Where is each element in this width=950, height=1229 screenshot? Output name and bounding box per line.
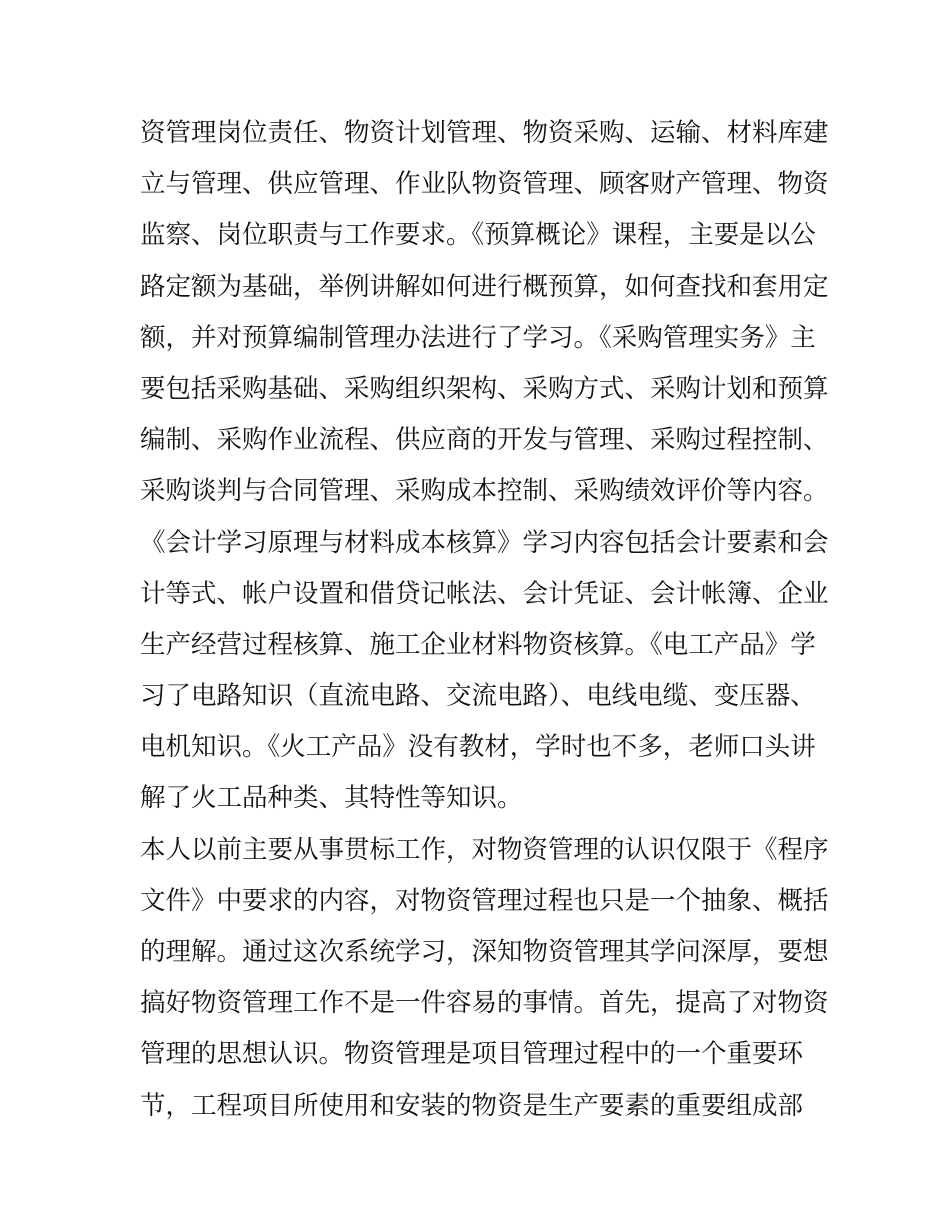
text-line: 资管理岗位责任、物资计划管理、物资采购、运输、材料库建 xyxy=(140,118,829,148)
text-line: 的理解。通过这次系统学习，深知物资管理其学问深厚，要想 xyxy=(140,937,829,967)
text-line: 计等式、帐户设置和借贷记帐法、会计凭证、会计帐簿、企业 xyxy=(140,578,829,609)
text-line: 采购谈判与合同管理、采购成本控制、采购绩效评价等内容。 xyxy=(140,476,829,507)
body-text xyxy=(140,108,829,1132)
text-line: 本人以前主要从事贯标工作，对物资管理的认识仅限于《程序 xyxy=(140,834,829,865)
text-line: 文件》中要求的内容，对物资管理过程也只是一个抽象、概括 xyxy=(140,885,829,916)
text-line: 管理的思想认识。物资管理是项目管理过程中的一个重要环 xyxy=(140,1039,804,1070)
text-line: 编制、采购作业流程、供应商的开发与管理、采购过程控制、 xyxy=(140,425,829,456)
text-line: 额，并对预算编制管理办法进行了学习。《采购管理实务》主 xyxy=(140,322,816,353)
text-line: 《会计学习原理与材料成本核算》学习内容包括会计要素和会 xyxy=(140,527,829,558)
text-line: 立与管理、供应管理、作业队物资管理、顾客财产管理、物资 xyxy=(140,169,829,200)
text-line: 电机知识。《火工产品》没有教材，学时也不多，老师口头讲 xyxy=(140,732,816,763)
text-line: 要包括采购基础、采购组织架构、采购方式、采购计划和预算 xyxy=(140,373,829,404)
text-line: 节，工程项目所使用和安装的物资是生产要素的重要组成部 xyxy=(140,1090,804,1121)
text-line: 解了火工品种类、其特性等知识。 xyxy=(140,783,523,814)
text-line: 路定额为基础，举例讲解如何进行概预算，如何查找和套用定 xyxy=(140,271,829,302)
text-line: 搞好物资管理工作不是一件容易的事情。首先，提高了对物资 xyxy=(140,988,829,1019)
text-line: 监察、岗位职责与工作要求。《预算概论》课程，主要是以公 xyxy=(140,220,816,251)
text-line: 习了电路知识（直流电路、交流电路）、电线电缆、变压器、 xyxy=(140,681,816,712)
text-line: 生产经营过程核算、施工企业材料物资核算。《电工产品》学 xyxy=(140,629,816,660)
